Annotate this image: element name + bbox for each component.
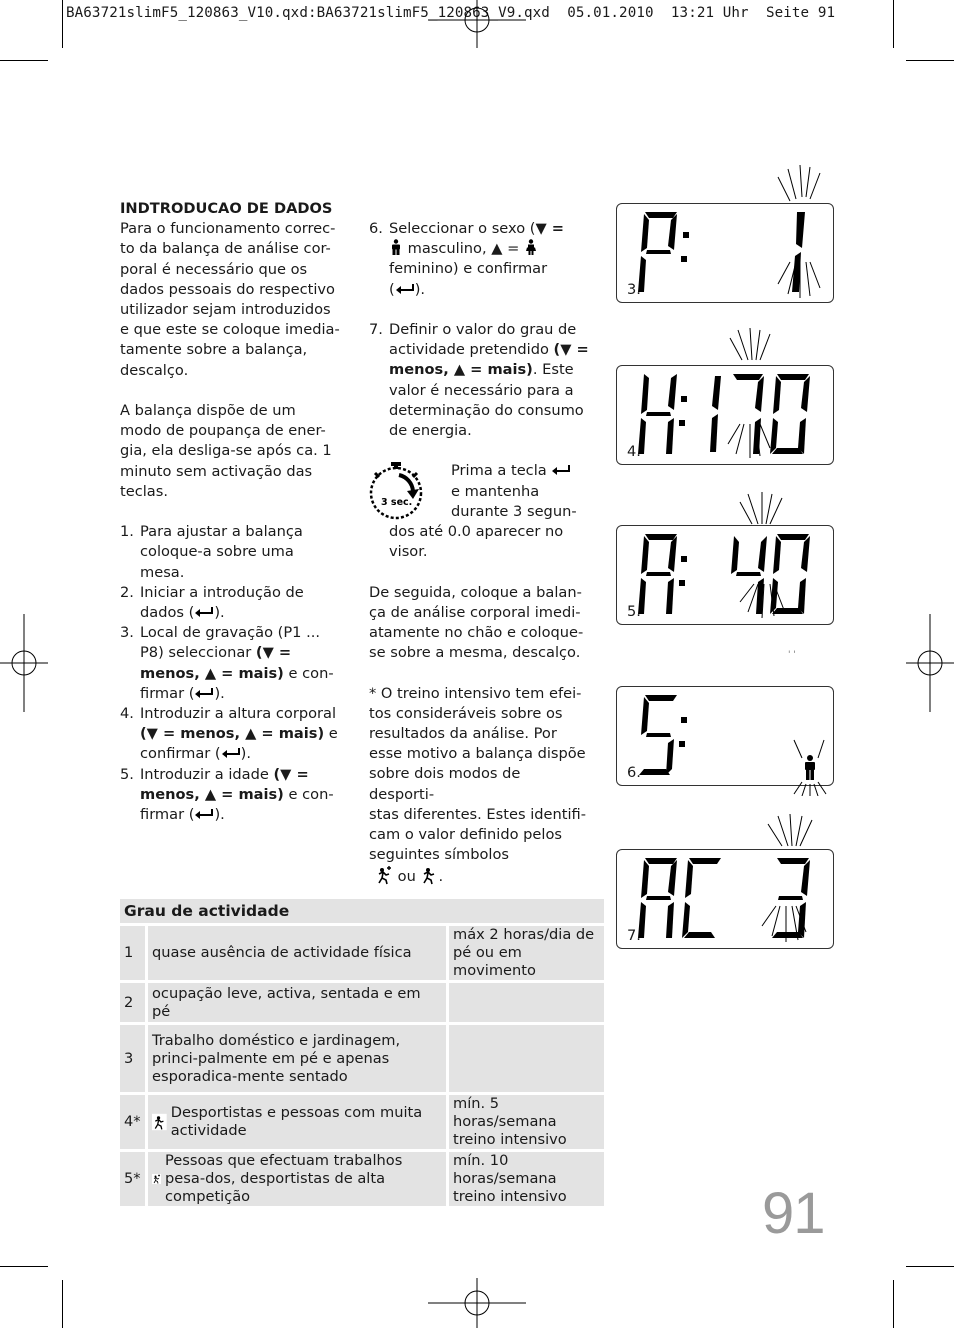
text-line: Iniciar a introdução de — [140, 583, 304, 601]
blink-rays-icon — [770, 163, 830, 203]
blink-rays-icon — [726, 326, 776, 364]
column-middle — [369, 219, 589, 888]
text-line: de energia. — [389, 422, 472, 440]
text-fragment: menos, ▲ = mais) — [140, 785, 284, 803]
text-fragment: firmar ( — [140, 806, 195, 824]
text-fragment: ). — [214, 684, 225, 702]
enter-key-icon — [194, 808, 214, 820]
text-line: mesa. — [140, 563, 185, 581]
enter-key-icon — [395, 283, 415, 295]
activity-description — [148, 1095, 449, 1152]
text-line: ça de análise corporal imedi- — [369, 603, 581, 621]
text-line: De seguida, coloque a balan- — [369, 583, 582, 601]
text-line: stas diferentes. Estes identifi- — [369, 805, 586, 823]
blink-rays-icon — [724, 422, 774, 462]
text-line: se sobre a mesma, descalço. — [369, 644, 581, 662]
text-fragment: actividade pretendido — [389, 341, 554, 359]
step-number: 1. — [120, 523, 134, 541]
athlete-icon — [152, 1112, 167, 1132]
text-fragment: (▼ = — [553, 341, 589, 359]
text-fragment: ). — [214, 806, 225, 824]
step-number: 5. — [120, 765, 134, 783]
text-line: utilizador sejam introduzidos — [120, 301, 331, 319]
registration-mark-top — [428, 0, 528, 48]
text-line: dados pessoais do respectivo — [120, 280, 335, 298]
text-fragment: masculino, ▲ = — [407, 240, 520, 258]
registration-mark-left — [0, 614, 48, 714]
text-line: A balança dispõe de um — [120, 402, 296, 420]
text-fragment: confirmar ( — [140, 745, 221, 763]
text-fragment: ( — [389, 280, 395, 298]
text-line: Introduzir a altura corporal — [140, 705, 337, 723]
step-2 — [120, 583, 345, 623]
male-icon — [389, 239, 403, 255]
text-line: tamente sobre a balança, — [120, 341, 308, 359]
table-row — [120, 1152, 604, 1209]
text-line: valor é necessário para a — [389, 381, 574, 399]
level-number: 4* — [120, 1095, 148, 1152]
step-number: 4. — [120, 705, 134, 723]
text-fragment: (▼ = menos, ▲ = mais) — [140, 725, 325, 743]
text-fragment: menos, ▲ = mais) — [389, 361, 533, 379]
power-saving-paragraph — [120, 401, 345, 502]
activity-time: mín. 5 horas/semana treino intensivo — [449, 1095, 604, 1152]
activity-description: Trabalho doméstico e jardinagem, princi-palmente em pé e apenas esporadica-mente sentado — [148, 1025, 449, 1095]
crop-mark — [906, 1266, 954, 1267]
description-text: Desportistas e pessoas com muita actividade — [170, 1104, 423, 1139]
text-line: dos até 0.0 aparecer no — [389, 523, 564, 541]
text-fragment: ou — [397, 868, 416, 886]
crop-mark — [0, 60, 48, 61]
text-fragment: e con- — [283, 664, 334, 682]
table-header-row — [120, 899, 604, 926]
text-line: e mantenha — [451, 482, 540, 500]
blink-rays-icon — [770, 260, 830, 300]
text-line: minuto sem activação das — [120, 462, 313, 480]
lcd-digits — [617, 526, 835, 626]
section-title: INDTRODUCAO DE DADOS — [120, 200, 333, 217]
lcd-display-5 — [616, 525, 834, 625]
text-fragment: dados ( — [140, 604, 195, 622]
text-line: determinação do consumo — [389, 401, 584, 419]
enter-key-icon — [194, 606, 214, 618]
female-icon — [524, 239, 538, 255]
enter-key-icon — [551, 464, 571, 476]
table-row — [120, 926, 604, 983]
text-fragment: (▼ = — [273, 765, 309, 783]
athlete-icon — [420, 865, 438, 885]
text-line: tos consideráveis sobre os — [369, 704, 563, 722]
step-number: 6. — [369, 220, 383, 237]
text-fragment: . — [438, 868, 444, 886]
registration-mark-right — [906, 614, 954, 714]
text-line: descalço. — [120, 361, 189, 379]
text-line: sobre dois modos de desporti- — [369, 765, 521, 803]
step-number: 3. — [120, 624, 134, 642]
enter-key-icon — [194, 687, 214, 699]
text-fragment: . Este — [532, 361, 574, 379]
blink-rays-icon — [760, 904, 810, 946]
crop-mark — [62, 0, 63, 48]
text-fragment: Prima a tecla — [451, 462, 547, 480]
table-row — [120, 1095, 604, 1152]
text-fragment: ). — [414, 280, 426, 298]
text-line: durante 3 segun- — [451, 502, 577, 520]
blink-rays-icon — [764, 812, 818, 848]
table-title: Grau de actividade — [120, 899, 604, 926]
display-label: 5. — [627, 603, 641, 620]
level-number: 1 — [120, 926, 148, 983]
step-7 — [369, 320, 589, 441]
step-1 — [120, 522, 345, 583]
text-fragment: e con- — [283, 785, 334, 803]
registration-mark-bottom — [428, 1278, 528, 1328]
activity-time — [449, 1025, 604, 1095]
blink-rays-icon — [790, 736, 830, 796]
text-line: Para o funcionamento correc- — [120, 220, 336, 238]
tiny-marks: ' ' — [788, 650, 796, 660]
text-line: e que este se coloque imedia- — [120, 321, 340, 339]
page-number: 91 — [762, 1181, 825, 1246]
text-line: seguintes símbolos — [369, 846, 509, 864]
display-label: 7. — [627, 927, 641, 944]
text-fragment: Introduzir a idade — [140, 765, 274, 783]
step-3 — [120, 623, 345, 704]
table-row — [120, 1025, 604, 1095]
text-line: cam o valor definido pelos — [369, 826, 562, 844]
column-left — [120, 199, 345, 825]
text-line: poral é necessário que os — [120, 260, 308, 278]
text-line: resultados da análise. Por — [369, 725, 557, 743]
activity-time — [449, 983, 604, 1025]
display-label: 4. — [627, 443, 641, 460]
step-number: 7. — [369, 321, 383, 338]
step-4 — [120, 704, 345, 765]
description-text: Pessoas que efectuam trabalhos pesa-dos, desportistas de alta competição — [165, 1152, 403, 1205]
text-fragment: firmar ( — [140, 684, 195, 702]
text-line: feminino) e confirmar — [389, 260, 548, 278]
text-fragment: ). — [240, 745, 251, 763]
display-label: 3. — [627, 281, 641, 298]
activity-description: quase ausência de actividade física — [148, 926, 449, 983]
next-step-paragraph — [369, 583, 589, 664]
timer-instruction — [369, 461, 589, 562]
step-6 — [369, 219, 589, 300]
text-line: to da balança de análise cor- — [120, 240, 331, 258]
crop-mark — [0, 1266, 48, 1267]
athlete-plus-icon — [375, 865, 393, 885]
text-fragment: P8) seleccionar — [140, 644, 256, 662]
footnote-paragraph — [369, 684, 589, 888]
level-number: 5* — [120, 1152, 148, 1209]
text-fragment: ). — [214, 604, 225, 622]
text-line: teclas. — [120, 482, 168, 500]
intro-paragraph — [120, 219, 345, 381]
athlete-plus-icon — [152, 1169, 161, 1189]
text-line: atamente no chão e coloque- — [369, 624, 584, 642]
text-line: Para ajustar a balança — [140, 523, 303, 541]
activity-time: máx 2 horas/dia de pé ou em movimento — [449, 926, 604, 983]
file-header: BA63721slimF5_120863_V10.qxd:BA63721slimF5_120863_V9.qxd 05.01.2010 13:21 Uhr Seite 91 — [66, 5, 836, 21]
text-line: Definir o valor do grau de — [389, 321, 577, 338]
timer-label: 3 sec. — [381, 497, 413, 509]
blink-rays-icon — [734, 490, 788, 526]
step-5 — [120, 765, 345, 826]
blink-rays-icon — [738, 582, 788, 622]
enter-key-icon — [221, 747, 241, 759]
text-line: esse motivo a balança dispõe — [369, 745, 586, 763]
level-number: 3 — [120, 1025, 148, 1095]
crop-mark — [906, 60, 954, 61]
crop-mark — [62, 1280, 63, 1328]
stopwatch-icon — [369, 461, 427, 521]
text-fragment: menos, ▲ = mais) — [140, 664, 284, 682]
text-line: visor. — [389, 543, 428, 561]
text-fragment: (▼ = — [255, 644, 292, 662]
crop-mark — [893, 1280, 894, 1328]
activity-time: mín. 10 horas/semana treino intensivo — [449, 1152, 604, 1209]
text-line: Local de gravação (P1 ... — [140, 624, 320, 642]
activity-table — [120, 899, 604, 1209]
text-line: modo de poupança de ener- — [120, 422, 326, 440]
text-fragment: e — [324, 725, 338, 743]
level-number: 2 — [120, 983, 148, 1025]
step-number: 2. — [120, 583, 134, 601]
text-line: coloque-a sobre uma — [140, 543, 294, 561]
activity-description: ocupação leve, activa, sentada e em pé — [148, 983, 449, 1025]
text-fragment: ▼ = — [535, 220, 565, 237]
text-fragment: Seleccionar o sexo ( — [389, 220, 536, 237]
activity-description — [148, 1152, 449, 1209]
table-row — [120, 983, 604, 1025]
text-line: gia, ela desliga-se após ca. 1 — [120, 442, 332, 460]
text-line: * O treino intensivo tem efei- — [369, 684, 582, 702]
crop-mark — [893, 0, 894, 48]
display-label: 6. — [627, 764, 641, 781]
